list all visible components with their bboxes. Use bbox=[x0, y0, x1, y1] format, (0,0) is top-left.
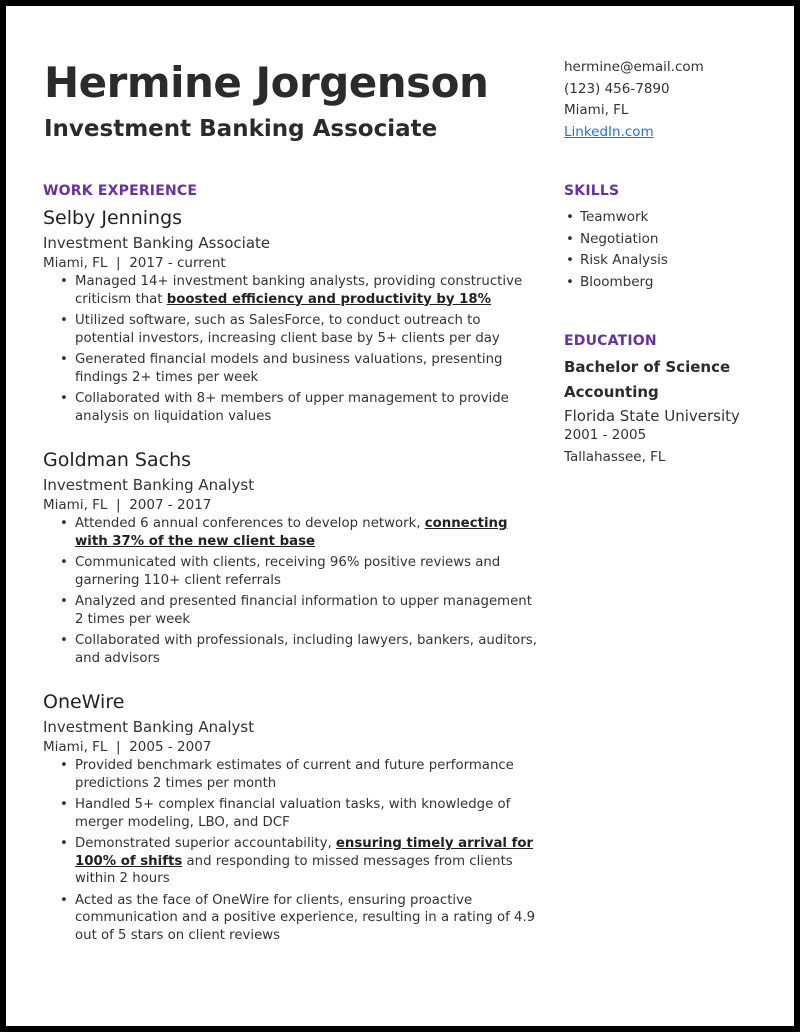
bullet-item: • Demonstrated superior accountability, ensuring timely arrival for 100% of shifts and responding to missed messages from clients within 2 hours bbox=[43, 835, 543, 888]
job-dates: 2017 - current bbox=[129, 255, 226, 271]
job-bullets bbox=[43, 515, 543, 667]
job-entry bbox=[43, 207, 543, 425]
bullet-item: • Utilized software, such as SalesForce, to conduct outreach to potential investors, increasing client base by 5+ clients per day bbox=[43, 312, 543, 347]
contact-email: hermine@email.com bbox=[564, 59, 704, 75]
contact-block bbox=[564, 57, 704, 143]
highlight-achievement: ensuring timely arrival for 100% of shifts bbox=[75, 836, 534, 869]
job-meta bbox=[43, 497, 543, 513]
sidebar-column bbox=[564, 183, 774, 468]
job-meta bbox=[43, 739, 543, 755]
contact-phone: (123) 456-7890 bbox=[564, 80, 670, 97]
job-location: Miami, FL bbox=[43, 255, 108, 271]
skill-item: • Teamwork bbox=[564, 207, 774, 229]
bullet-item: • Generated financial models and business valuations, presenting findings 2+ times per week bbox=[43, 351, 543, 386]
job-location: Miami, FL bbox=[43, 497, 108, 513]
degree-line: Bachelor of Science bbox=[564, 358, 731, 376]
meta-separator: | bbox=[116, 255, 121, 271]
candidate-role: Investment Banking Associate bbox=[44, 116, 438, 142]
job-dates: 2005 - 2007 bbox=[129, 739, 212, 755]
candidate-name: Hermine Jorgenson bbox=[44, 58, 489, 107]
highlight-achievement: connecting with 37% of the new client base bbox=[75, 516, 508, 549]
bullet-item: • Managed 14+ investment banking analysts, providing constructive criticism that boosted efficiency and productivity by 18% bbox=[43, 273, 543, 308]
company-name: Selby Jennings bbox=[43, 207, 183, 229]
job-entry bbox=[43, 449, 543, 667]
education-location: Tallahassee, FL bbox=[564, 448, 666, 465]
degree-title bbox=[564, 355, 774, 405]
meta-separator: | bbox=[116, 739, 121, 755]
education-heading: EDUCATION bbox=[564, 333, 657, 349]
bullet-item: • Analyzed and presented financial information to upper management 2 times per week bbox=[43, 593, 543, 628]
bullet-item: • Acted as the face of OneWire for clients, ensuring proactive communication and a positive experience, resulting in a rating of 4.9 out of 5 stars on client reviews bbox=[43, 892, 543, 945]
degree-major: Accounting bbox=[564, 383, 659, 401]
job-title: Investment Banking Associate bbox=[43, 234, 271, 252]
skills-section bbox=[564, 183, 774, 293]
bullet-item: • Attended 6 annual conferences to develop network, connecting with 37% of the new client base bbox=[43, 515, 543, 550]
skill-item: • Bloomberg bbox=[564, 272, 774, 294]
job-title: Investment Banking Analyst bbox=[43, 718, 255, 736]
job-bullets bbox=[43, 273, 543, 425]
skills-heading: SKILLS bbox=[564, 183, 620, 199]
job-title: Investment Banking Analyst bbox=[43, 476, 255, 494]
bullet-item: • Collaborated with 8+ members of upper management to provide analysis on liquidation values bbox=[43, 390, 543, 425]
job-meta bbox=[43, 255, 543, 271]
education-section bbox=[564, 333, 774, 468]
bullet-item: • Communicated with clients, receiving 96% positive reviews and garnering 110+ client referrals bbox=[43, 554, 543, 589]
work-experience-heading: WORK EXPERIENCE bbox=[43, 183, 198, 199]
highlight-achievement: boosted efficiency and productivity by 18% bbox=[166, 291, 492, 307]
company-name: OneWire bbox=[43, 691, 125, 713]
bullet-item: • Provided benchmark estimates of current and future performance predictions 2 times per month bbox=[43, 757, 543, 792]
bullet-item: • Collaborated with professionals, including lawyers, bankers, auditors, and advisors bbox=[43, 632, 543, 667]
job-dates: 2007 - 2017 bbox=[129, 497, 212, 513]
job-location: Miami, FL bbox=[43, 739, 108, 755]
contact-location: Miami, FL bbox=[564, 102, 629, 118]
job-bullets bbox=[43, 757, 543, 944]
work-experience-section bbox=[43, 183, 543, 968]
education-dates: 2001 - 2005 bbox=[564, 427, 647, 443]
company-name: Goldman Sachs bbox=[43, 449, 192, 471]
school-name: Florida State University bbox=[564, 407, 740, 425]
skill-item: • Risk Analysis bbox=[564, 250, 774, 272]
linkedin-link[interactable]: LinkedIn.com bbox=[564, 123, 654, 140]
skills-list bbox=[564, 207, 774, 293]
skill-item: • Negotiation bbox=[564, 229, 774, 251]
meta-separator: | bbox=[116, 497, 121, 513]
bullet-item: • Handled 5+ complex financial valuation tasks, with knowledge of merger modeling, LBO, and DCF bbox=[43, 796, 543, 831]
job-entry bbox=[43, 691, 543, 944]
